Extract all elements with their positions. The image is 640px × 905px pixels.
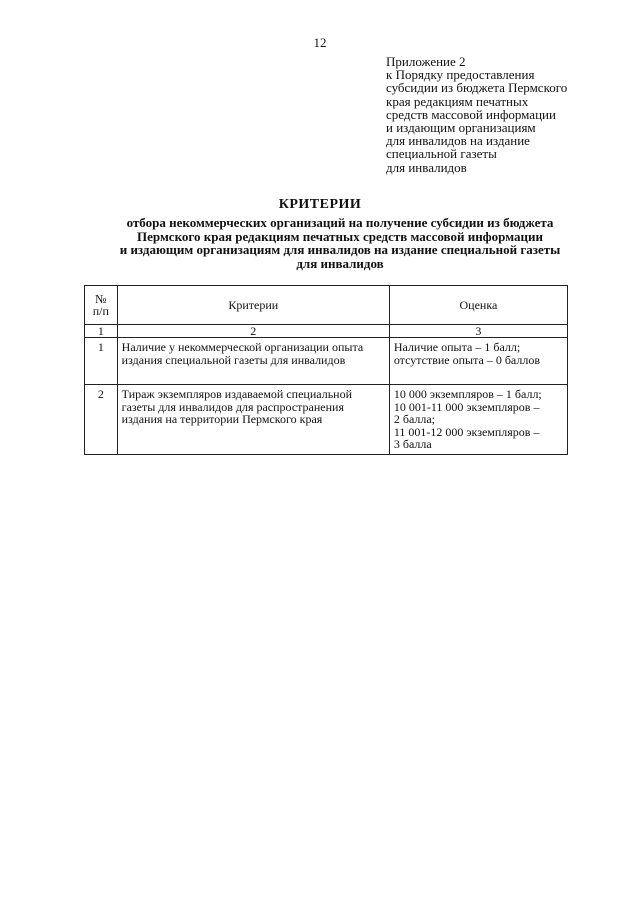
criteria-cell [117, 385, 389, 455]
appendix-line: специальной газеты [386, 146, 497, 162]
header-number-line: п/п [92, 304, 109, 318]
subtitle-line: Пермского края редакциям печатных средств массовой информации [137, 228, 543, 244]
score-line: Наличие опыта – 1 балл; [393, 340, 521, 354]
criteria-line: Наличие у некоммерческой организации опыта [121, 340, 364, 354]
subtitle-line: отбора некоммерческих организаций на получение субсидии из бюджета [126, 215, 554, 230]
appendix-line: для инвалидов на издание [386, 133, 530, 149]
criteria-line: Тираж экземпляров издаваемой специальной [121, 387, 353, 401]
column-index: 2 [117, 325, 389, 338]
appendix-line: и издающим организациям [386, 120, 536, 136]
document-title: КРИТЕРИИ [278, 197, 362, 212]
appendix-line: Приложение 2 [386, 54, 466, 69]
appendix-line: для инвалидов [386, 159, 467, 175]
header-number-line: № [95, 291, 107, 306]
header-criteria: Критерии [117, 286, 389, 325]
document-subtitle [0, 216, 640, 270]
table-row [85, 385, 568, 455]
appendix-header [386, 55, 626, 174]
column-index: 1 [85, 325, 118, 338]
header-number [85, 286, 118, 325]
criteria-line: газеты для инвалидов для распространения [121, 399, 344, 414]
criteria-line: издания на территории Пермского края [121, 412, 323, 426]
criteria-cell [117, 338, 389, 385]
header-score: Оценка [389, 286, 567, 325]
score-line: 2 балла; [393, 412, 436, 426]
subtitle-line: и издающим организациям для инвалидов на издание специальной газеты [119, 242, 561, 257]
column-index-row [85, 325, 568, 338]
column-index: 3 [389, 325, 567, 338]
score-cell [389, 385, 567, 455]
appendix-line: края редакциям печатных [386, 93, 529, 109]
table-header-row [85, 286, 568, 325]
score-line: 3 балла [393, 437, 432, 451]
score-line: 10 000 экземпляров – 1 балл; [393, 387, 542, 401]
appendix-line: средств массовой информации [386, 106, 556, 122]
criteria-line: издания специальной газеты для инвалидов [121, 352, 346, 367]
page-number: 12 [313, 35, 327, 50]
appendix-line: к Порядку предоставления [386, 67, 535, 83]
score-line: 10 001-11 000 экземпляров – [393, 399, 540, 414]
row-number: 1 [85, 338, 118, 385]
criteria-table [84, 285, 568, 455]
appendix-line: субсидии из бюджета Пермского [386, 80, 568, 96]
score-line: 11 001-12 000 экземпляров – [393, 424, 540, 439]
row-number: 2 [85, 385, 118, 455]
score-line: отсутствие опыта – 0 баллов [393, 352, 540, 367]
table-row [85, 338, 568, 385]
subtitle-line: для инвалидов [296, 255, 384, 271]
score-cell [389, 338, 567, 385]
